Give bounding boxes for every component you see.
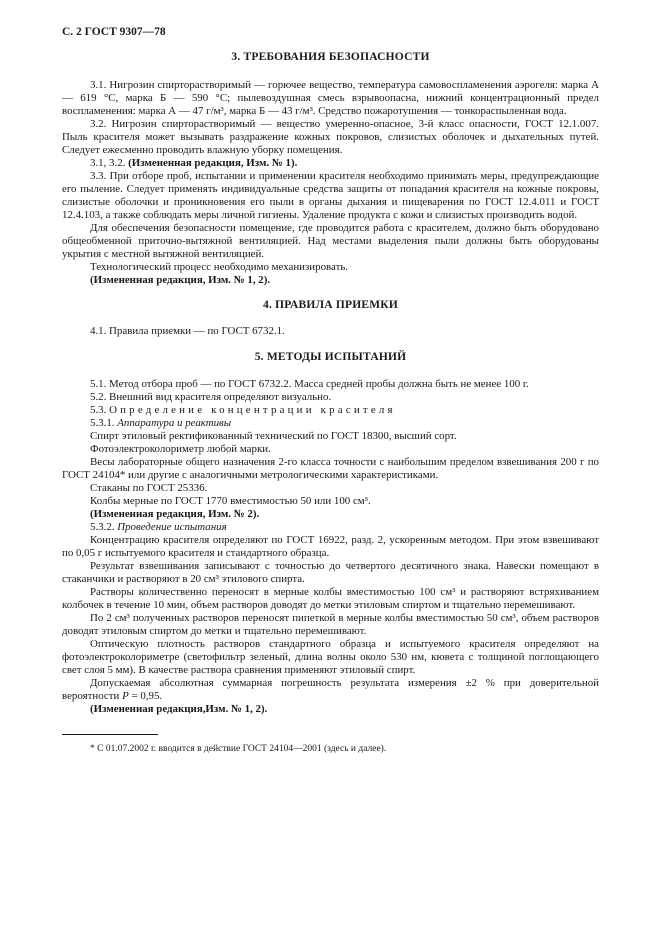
clause-number: 5.3.2. (90, 521, 115, 533)
paragraph-5-3-1 (62, 417, 599, 430)
section-5-title: 5. МЕТОДЫ ИСПЫТАНИЙ (254, 351, 407, 363)
paragraph-concentration: Концентрацию красителя определяют по ГОСТ 16922, разд. 2, ускоренным методом. При этом взвешивают по 0,05 г испытуемого красителя и стандартного образца. (62, 534, 599, 559)
footnote: * С 01.07.2002 г. вводится в действие ГОСТ 24104—2001 (здесь и далее). (90, 744, 387, 754)
paragraph-pipette: По 2 см³ полученных растворов переносят пипеткой в мерные колбы вместимостью 50 см³, объем растворов доводят этиловым спиртом до метки и тщательно перемешивают. (62, 612, 599, 637)
paragraph-weighing: Результат взвешивания записывают с точностью до четвертого десятичного знака. Навески помещают в стаканчики и растворяют в 20 см³ этилового спирта. (62, 560, 599, 585)
paragraph-3-2: 3.2. Нигрозин спирторастворимый — вещество умеренно-опасное, 3-й класс опасности, ГОСТ 12.1.007. Пыль красителя может вызывать раздражение кожных покровов, слизистых оболочек и дыхательных путей. Следует ежесменно проводить влажную уборку помещения. (62, 118, 599, 156)
amendment-note: (Измененная редакция,Изм. № 1, 2). (90, 703, 268, 715)
italic-heading: Аппаратура и реактивы (117, 417, 232, 429)
error-text: Допускаемая абсолютная суммарная погрешность результата измерения ±2 % при доверительной вероятности (62, 677, 599, 702)
paragraph-5-3 (62, 404, 599, 417)
amendment-note: (Измененная редакция, Изм. № 1). (128, 157, 298, 169)
clause-number: 5.3.1. (90, 417, 115, 429)
paragraph-flasks: Колбы мерные по ГОСТ 1770 вместимостью 50 или 100 см³. (90, 495, 371, 507)
amend-ref: 3.1, 3.2. (90, 157, 126, 169)
amendment-note: (Измененная редакция, Изм. № 1, 2). (90, 274, 271, 286)
paragraph-scales: Весы лабораторные общего назначения 2-го класса точности с наибольшим пределом взвешивания 200 г по ГОСТ 24104* или другие с аналогичными метрологическими характеристиками. (62, 456, 599, 481)
paragraph-spirit: Спирт этиловый ректификованный технический по ГОСТ 18300, высший сорт. (90, 430, 457, 442)
paragraph-beakers: Стаканы по ГОСТ 25336. (90, 482, 208, 494)
paragraph-5-3-2 (62, 521, 599, 534)
paragraph-solutions: Растворы количественно переносят в мерные колбы вместимостью 100 см³ и растворяют встряхиванием колбочек в течение 10 мин, объем растворов доводят до метки этиловым спиртом и тщательно перемешивают. (62, 586, 599, 611)
paragraph-5-2: 5.2. Внешний вид красителя определяют визуально. (90, 391, 332, 403)
page-header: С. 2 ГОСТ 9307—78 (62, 26, 166, 38)
clause-number: 5.3. (90, 404, 107, 416)
amendment-note: (Измененная редакция, Изм. № 2). (90, 508, 260, 520)
spaced-heading: Определение концентрации красителя (109, 404, 396, 416)
footnote-divider (62, 734, 158, 735)
paragraph-ventilation: Для обеспечения безопасности помещение, где проводится работа с красителем, должно быть оборудовано общеобменной приточно-вытяжной вентиляцией. Над местами выделения пыли должны быть оборудованы укрытия с местной вытяжной вентиляцией. (62, 222, 599, 260)
probability-value: = 0,95. (131, 690, 163, 702)
paragraph-5-1: 5.1. Метод отбора проб — по ГОСТ 6732.2. Масса средней пробы должна быть не менее 100 г. (90, 378, 529, 390)
paragraph-optical-density: Оптическую плотность растворов стандартного образца и испытуемого красителя определяют на фотоэлектроколориметре (светофильтр зеленый, длина волны около 530 нм, кювета с толщиной поглощающего свет слоя 5 мм). В качестве раствора сравнения применяют этиловый спирт. (62, 638, 599, 676)
paragraph-error (62, 677, 599, 703)
section-4-title: 4. ПРАВИЛА ПРИЕМКИ (263, 299, 398, 311)
paragraph-colorimeter: Фотоэлектроколориметр любой марки. (90, 443, 271, 455)
probability-symbol: P (122, 690, 129, 702)
paragraph-3-1: 3.1. Нигрозин спирторастворимый — горючее вещество, температура самовоспламенения аэрогеля: марка А — 619 °С, марка Б — 590 °С; пылевоздушная смесь взрывоопасна, нижний концентрационный предел воспламенения: марка А — 47 г/м³, марка Б — 43 г/м³. Средство пожаротушения — тонкораспыленная вода. (62, 79, 599, 117)
section-3-title: 3. ТРЕБОВАНИЯ БЕЗОПАСНОСТИ (231, 51, 430, 63)
paragraph-3-amend (62, 157, 599, 170)
paragraph-3-3: 3.3. При отборе проб, испытании и применении красителя необходимо принимать меры, предупреждающие его пыление. Следует применять индивидуальные средства защиты от попадания красителя на кожные покровы, слизистые оболочки и проникновения его пыли в органы дыхания и пищеварения по ГОСТ 12.4.011 и ГОСТ 12.4.103, а также соблюдать меры личной гигиены. Удаление продукта с кожи и слизистых производить водой. (62, 170, 599, 221)
italic-heading: Проведение испытания (117, 521, 227, 533)
paragraph-4-1: 4.1. Правила приемки — по ГОСТ 6732.1. (90, 325, 285, 337)
paragraph-mechanize: Технологический процесс необходимо механизировать. (90, 261, 349, 273)
